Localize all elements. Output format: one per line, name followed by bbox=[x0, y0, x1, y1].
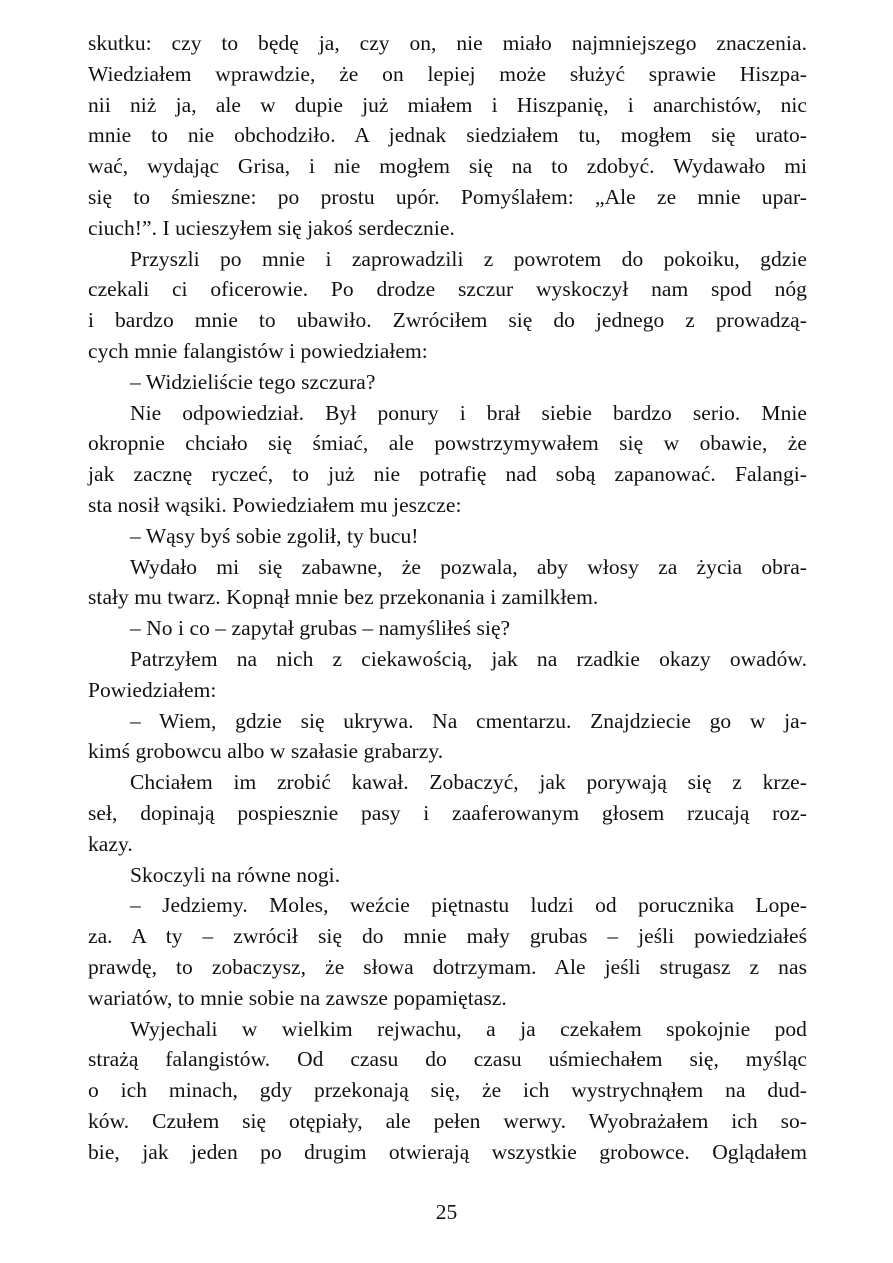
text-line: wariatów, to mnie sobie na zawsze popamiętasz. bbox=[88, 985, 507, 1010]
text-line: Wyjechali w wielkim rejwachu, a ja czekałem spokojnie pod bbox=[130, 1016, 807, 1041]
text-line: prawdę, to zobaczysz, że słowa dotrzymam. Ale jeśli strugasz z nas bbox=[88, 954, 807, 979]
text-line: kimś grobowcu albo w szałasie grabarzy. bbox=[88, 739, 444, 764]
text-line: Skoczyli na równe nogi. bbox=[130, 862, 341, 887]
text-line: – Jedziemy. Moles, weźcie piętnastu ludzi od porucznika Lope- bbox=[130, 893, 807, 918]
text-line: Patrzyłem na nich z ciekawością, jak na rzadkie okazy owadów. bbox=[130, 646, 807, 671]
text-line: wać, wydając Grisa, i nie mogłem się na to zdobyć. Wydawało mi bbox=[88, 154, 807, 179]
text-line: Nie odpowiedział. Był ponury i brał siebie bardzo serio. Mnie bbox=[130, 400, 807, 425]
text-line: za. A ty – zwrócił się do mnie mały grubas – jeśli powiedziałeś bbox=[88, 924, 807, 949]
text-line: ciuch!”. I ucieszyłem się jakoś serdecznie. bbox=[88, 215, 455, 240]
text-line: seł, dopinają pospiesznie pasy i zaaferowanym głosem rzucają roz- bbox=[88, 800, 807, 825]
text-line: jak zacznę ryczeć, to już nie potrafię nad sobą zapanować. Falangi- bbox=[88, 462, 807, 487]
text-line: i bardzo mnie to ubawiło. Zwróciłem się do jednego z prowadzą- bbox=[88, 308, 807, 333]
text-line: stały mu twarz. Kopnął mnie bez przekonania i zamilkłem. bbox=[88, 585, 599, 610]
text-line: – Wiem, gdzie się ukrywa. Na cmentarzu. Znajdziecie go w ja- bbox=[130, 708, 807, 733]
text-line: Wydało mi się zabawne, że pozwala, aby włosy za życia obra- bbox=[130, 554, 807, 579]
text-line: Przyszli po mnie i zaprowadzili z powrotem do pokoiku, gdzie bbox=[130, 246, 807, 271]
text-line: – Wąsy byś sobie zgolił, ty bucu! bbox=[130, 523, 419, 548]
text-line: ków. Czułem się otępiały, ale pełen werwy. Wyobrażałem ich so- bbox=[88, 1108, 807, 1133]
text-line: mnie to nie obchodziło. A jednak siedziałem tu, mogłem się urato- bbox=[88, 123, 807, 148]
text-line: nii niż ja, ale w dupie już miałem i Hiszpanię, i anarchistów, nic bbox=[88, 92, 807, 117]
text-line: – Widzieliście tego szczura? bbox=[130, 369, 376, 394]
text-line: skutku: czy to będę ja, czy on, nie miało najmniejszego znaczenia. bbox=[88, 31, 807, 55]
text-line: sta nosił wąsiki. Powiedziałem mu jeszcze: bbox=[88, 492, 462, 517]
text-line: okropnie chciało się śmiać, ale powstrzymywałem się w obawie, że bbox=[88, 431, 807, 456]
text-line: Wiedziałem wprawdzie, że on lepiej może służyć sprawie Hiszpa- bbox=[88, 61, 807, 86]
text-line: Powiedziałem: bbox=[88, 677, 217, 702]
page-number: 25 bbox=[435, 1200, 458, 1224]
text-line: o ich minach, gdy przekonają się, że ich wystrychnąłem na dud- bbox=[88, 1078, 807, 1103]
text-line: cych mnie falangistów i powiedziałem: bbox=[88, 338, 428, 363]
text-line: czekali ci oficerowie. Po drodze szczur wyskoczył nam spod nóg bbox=[88, 277, 807, 302]
text-line: kazy. bbox=[88, 831, 133, 856]
page-body bbox=[88, 28, 807, 1167]
text-line: strażą falangistów. Od czasu do czasu uśmiechałem się, myśląc bbox=[88, 1047, 807, 1072]
text-line: – No i co – zapytał grubas – namyśliłeś się? bbox=[130, 616, 511, 641]
text-line: Chciałem im zrobić kawał. Zobaczyć, jak porywają się z krze- bbox=[130, 770, 807, 795]
text-line: bie, jak jeden po drugim otwierają wszystkie grobowce. Oglądałem bbox=[88, 1139, 807, 1164]
text-line: się to śmieszne: po prostu upór. Pomyślałem: „Ale ze mnie upar- bbox=[88, 184, 807, 209]
